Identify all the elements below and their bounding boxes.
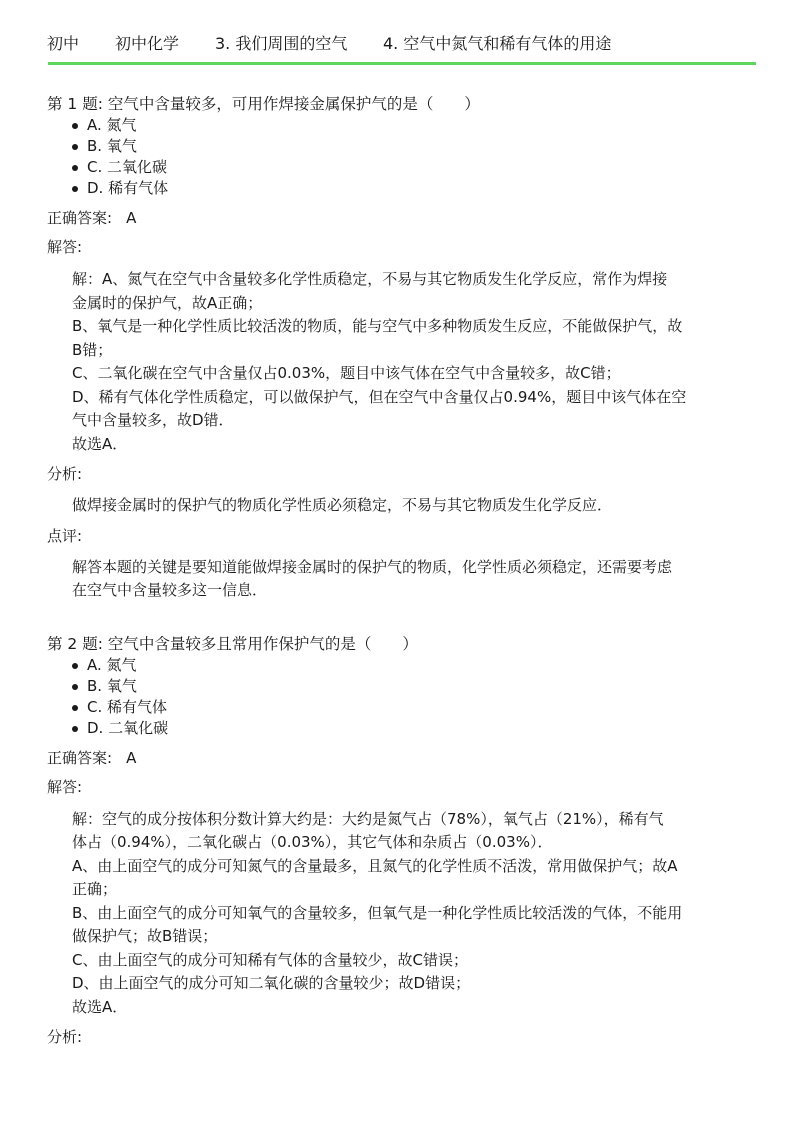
- option-d: D. 二氧化碳: [75, 718, 754, 739]
- solution-line: B错；: [72, 340, 113, 359]
- answer-value: A: [126, 209, 137, 227]
- solution-line: 金属时的保护气，故A正确；: [72, 293, 263, 312]
- solution-line: 解：空气的成分按体积分数计算大约是：大约是氮气占（78%），氧气占（21%），稀有气: [72, 809, 664, 828]
- solution-line: D、稀有气体化学性质稳定，可以做保护气，但在空气中含量仅占0.94%，题目中该气体在空: [72, 387, 687, 406]
- solution-line: B、由上面空气的成分可知氧气的含量较多，但氧气是一种化学性质比较活泼的气体，不能用: [72, 903, 683, 922]
- question-title: 第 1 题: 空气中含量较多，可用作焊接金属保护气的是（ ）: [47, 95, 480, 113]
- option-c: C. 稀有气体: [75, 697, 754, 718]
- solution-line: C、由上面空气的成分可知稀有气体的含量较少，故C错误；: [72, 950, 468, 969]
- breadcrumb-subject[interactable]: 初中化学: [115, 34, 180, 53]
- question-title: 第 2 题: 空气中含量较多且常用作保护气的是（ ）: [47, 634, 418, 653]
- solution-line: C、二氧化碳在空气中含量仅占0.03%，题目中该气体在空气中含量较多，故C错；: [72, 364, 621, 382]
- comment-line: 解答本题的关键是要知道能做焊接金属时的保护气的物质，化学性质必须稳定，还需要考虑: [72, 557, 673, 576]
- option-b: B. 氧气: [75, 136, 754, 157]
- option-c: C. 二氧化碳: [75, 157, 754, 178]
- solution-body: [47, 268, 754, 456]
- solution-line: 故选A．: [72, 434, 128, 453]
- breadcrumb-chapter[interactable]: 3. 我们周围的空气: [215, 34, 348, 53]
- solution-line: 做保护气；故B错误；: [72, 927, 218, 945]
- solution-line: D、由上面空气的成分可知二氧化碳的含量较少；故D错误；: [72, 974, 471, 992]
- comment-line: 在空气中含量较多这一信息．: [72, 581, 268, 599]
- question-2: [47, 633, 754, 1049]
- correct-answer: [47, 207, 754, 229]
- analysis-label: 分析:: [47, 1028, 83, 1046]
- solution-label: 解答:: [47, 777, 83, 796]
- option-a: A. 氮气: [75, 655, 754, 676]
- breadcrumb-topic[interactable]: 4. 空气中氮气和稀有气体的用途: [383, 34, 612, 53]
- analysis-body: [47, 494, 754, 518]
- solution-line: 正确；: [72, 880, 118, 898]
- header-divider: [48, 62, 756, 65]
- question-1: [47, 93, 754, 603]
- solution-label: 解答:: [47, 238, 83, 256]
- solution-line: 体占（0.94%），二氧化碳占（0.03%），其它气体和杂质占（0.03%）．: [72, 833, 553, 851]
- answer-label: 正确答案:: [47, 748, 113, 767]
- breadcrumb: [47, 0, 754, 62]
- answer-value: A: [126, 748, 137, 767]
- comment-label: 点评:: [47, 526, 83, 545]
- option-b: B. 氧气: [75, 676, 754, 697]
- answer-label: 正确答案:: [47, 209, 113, 227]
- comment-body: [47, 556, 754, 603]
- option-list: [47, 655, 754, 739]
- analysis-line: 做焊接金属时的保护气的物质化学性质必须稳定，不易与其它物质发生化学反应．: [72, 496, 613, 514]
- correct-answer: [47, 747, 754, 769]
- breadcrumb-level[interactable]: 初中: [47, 34, 80, 53]
- solution-line: 故选A．: [72, 997, 128, 1016]
- analysis-label: 分析:: [47, 465, 83, 483]
- option-d: D. 稀有气体: [75, 178, 754, 199]
- solution-line: 解：A、氮气在空气中含量较多化学性质稳定，不易与其它物质发生化学反应，常作为焊接: [72, 270, 668, 288]
- option-a: A. 氮气: [75, 115, 754, 136]
- solution-body: [47, 808, 754, 1020]
- solution-line: 气中含量较多，故D错．: [72, 411, 234, 429]
- solution-line: A、由上面空气的成分可知氮气的含量最多，且氮气的化学性质不活泼，常用做保护气；故A: [72, 856, 678, 875]
- option-list: [47, 115, 754, 199]
- solution-line: B、氧气是一种化学性质比较活泼的物质，能与空气中多种物质发生反应，不能做保护气，故: [72, 317, 683, 335]
